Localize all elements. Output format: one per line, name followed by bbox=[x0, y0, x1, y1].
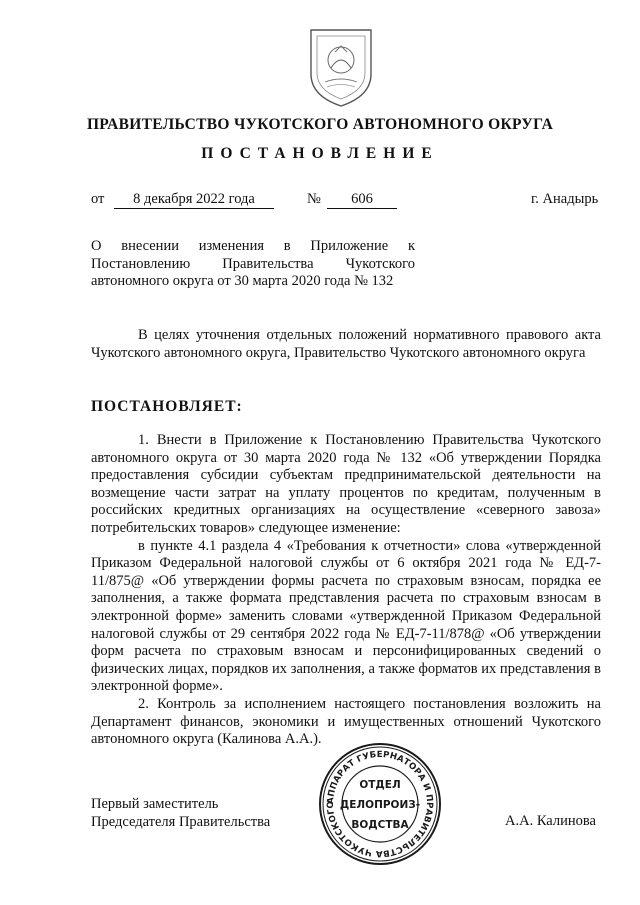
subject-line: автономного округа от 30 марта 2020 года № 132 bbox=[91, 273, 394, 289]
signatory-name: А.А. Калинова bbox=[505, 813, 596, 829]
coat-of-arms-icon bbox=[305, 22, 377, 108]
document-number bbox=[327, 191, 397, 209]
item-2: 2. Контроль за исполнением настоящего постановления возложить на Департамент финансов, экономики и имущественных отношений Чукотского автономного округа (Калинова А.А.). bbox=[91, 695, 601, 748]
position-line: Председателя Правительства bbox=[91, 814, 271, 830]
stamp-center-line: ВОДСТВА bbox=[351, 819, 409, 831]
document-subject bbox=[91, 238, 415, 291]
stamp-ring-text: АППАРАТ ГУБЕРНАТОРА И ПРАВИТЕЛЬСТВА ЧУКОТСКОГО bbox=[325, 749, 435, 859]
date-prefix: от bbox=[91, 191, 105, 207]
signatory-position bbox=[91, 795, 270, 831]
position-line: Первый заместитель bbox=[91, 796, 219, 812]
preamble-text: В целях уточнения отдельных положений нормативного правового акта Чукотского автономного округа, Правительство Чукотского автономного округа bbox=[91, 327, 601, 361]
document-date bbox=[114, 191, 274, 209]
item-1-sub: в пункте 4.1 раздела 4 «Требования к отчетности» слова «утвержденной Приказом Федеральной налоговой службы от 6 октября 2021 года № ЕД-7-11/875@ «Об утверждении формы расчета по страховым взносам, порядка ее заполнения, а также формата представления расчета по страховым взносам в электронной форме» заменить словами «утвержденной Приказом Федеральной налоговой службы от 29 сентября 2022 года № ЕД-7-11/878@ «Об утверждении форм расчета по страховым взносам и персонифицированных сведений о физических лицах, порядков их заполнения, а также форматов их представления в электронной форме». bbox=[91, 537, 601, 695]
office-stamp bbox=[318, 742, 442, 866]
government-title: ПРАВИТЕЛЬСТВО ЧУКОТСКОГО АВТОНОМНОГО ОКРУГА bbox=[86, 116, 554, 133]
stamp-center-line: ОТДЕЛ bbox=[359, 779, 401, 791]
city: г. Анадырь bbox=[531, 191, 599, 207]
resolution-items bbox=[91, 432, 601, 749]
resolves-heading: ПОСТАНОВЛЯЕТ: bbox=[91, 398, 243, 415]
date-value: 8 декабря 2022 года bbox=[114, 191, 274, 209]
item-1: 1. Внести в Приложение к Постановлению Правительства Чукотского автономного округа от 30 марта 2020 года № 132 «Об утверждении Порядка предоставления субсидии субъектам предпринимательской деятельности на возмещение части затрат на уплату процентов по кредитам, полученным в российских кредитных организациях на осуществление «северного завоза» потребительских товаров» следующее изменение: bbox=[91, 432, 601, 536]
number-prefix: № bbox=[307, 191, 321, 207]
number-value: 606 bbox=[327, 191, 397, 209]
preamble bbox=[91, 327, 601, 362]
stamp-center-line: ДЕЛОПРОИЗ- bbox=[339, 799, 421, 811]
document-type: ПОСТАНОВЛЕНИЕ bbox=[201, 145, 439, 162]
subject-line: О внесении изменения в Приложение к bbox=[91, 238, 415, 254]
subject-line: Постановлению Правительства Чукотского bbox=[91, 255, 415, 272]
